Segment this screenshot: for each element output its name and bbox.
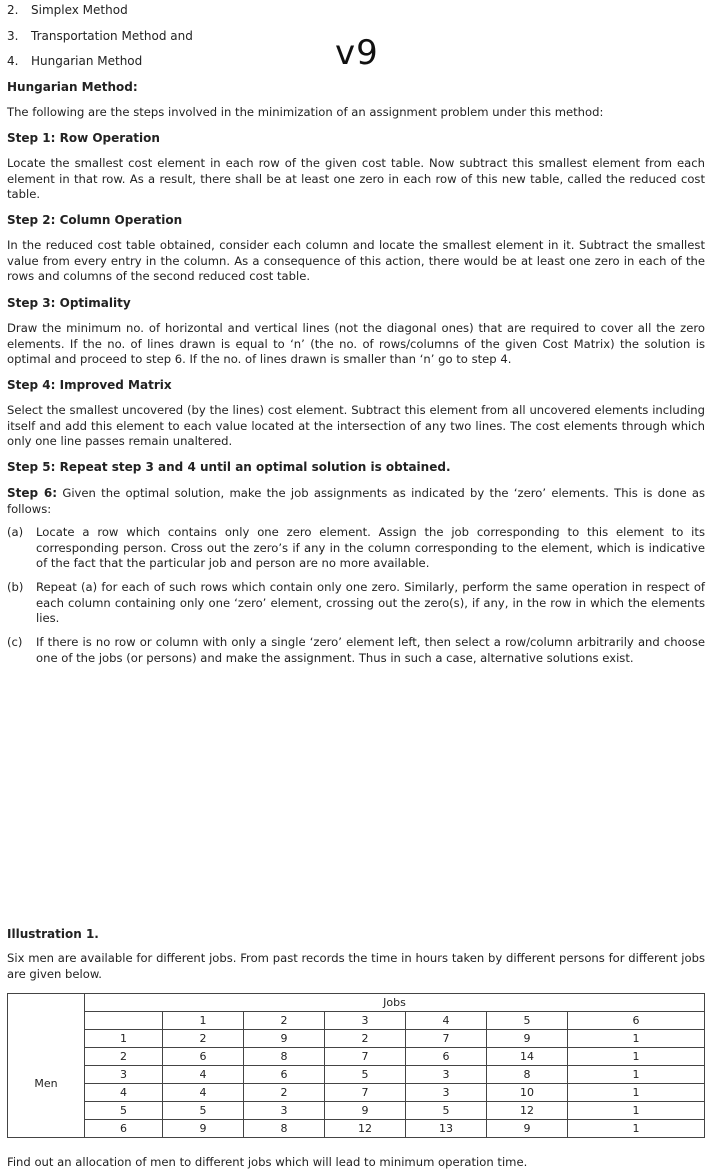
table-cell: 9 — [487, 1120, 568, 1138]
table-row — [8, 1048, 705, 1066]
list-item: 4. Hungarian Method — [7, 54, 143, 68]
step-3-title: Step 3: Optimality — [7, 296, 131, 310]
job-number: 2 — [244, 1012, 325, 1030]
list-item: 3. Transportation Method and — [7, 29, 193, 43]
table-cell: 9 — [244, 1030, 325, 1048]
table-cell: 3 — [406, 1066, 487, 1084]
table-cell: 9 — [325, 1102, 406, 1120]
table-row — [8, 1120, 705, 1138]
list-item: 2. Simplex Method — [7, 3, 128, 17]
sub-item-c: (c) If there is no row or column with only a single ‘zero’ element left, then select a row/column arbitrarily and choose one of the jobs (or persons) and make the assignment. Thus in such a case, alternative solutions exist. — [7, 635, 705, 665]
table-cell: 13 — [406, 1120, 487, 1138]
jobs-header: Jobs — [85, 994, 705, 1012]
step-1-title: Step 1: Row Operation — [7, 131, 160, 145]
table-row — [8, 1012, 705, 1030]
table-row — [8, 1066, 705, 1084]
step-2-text: In the reduced cost table obtained, consider each column and locate the smallest element in it. Subtract the smallest value from every entry in the column. As a consequence of this action, there would be at least one zero in each of the rows and columns of the second reduced cost table. — [7, 238, 705, 284]
table-cell: 1 — [568, 1102, 705, 1120]
table-cell: 8 — [244, 1048, 325, 1066]
closing-text: Find out an allocation of men to different jobs which will lead to minimum operation time. — [7, 1155, 528, 1169]
table-cell: 8 — [244, 1120, 325, 1138]
table-cell: 9 — [487, 1030, 568, 1048]
table-cell: 2 — [244, 1084, 325, 1102]
section-heading: Hungarian Method: — [7, 80, 138, 94]
job-number: 5 — [487, 1012, 568, 1030]
man-number: 6 — [85, 1120, 163, 1138]
man-number: 5 — [85, 1102, 163, 1120]
illustration-text: Six men are available for different jobs. From past records the time in hours taken by different persons for different jobs are given below. — [7, 951, 705, 981]
step-4-text: Select the smallest uncovered (by the lines) cost element. Subtract this element from all uncovered elements including itself and add this element to each value located at the intersection of any two lines. The cost elements through which only one line passes remain unaltered. — [7, 403, 705, 449]
table-cell: 8 — [487, 1066, 568, 1084]
table-cell: 7 — [325, 1084, 406, 1102]
table-cell: 3 — [406, 1084, 487, 1102]
intro-text: The following are the steps involved in the minimization of an assignment problem under this method: — [7, 105, 604, 119]
job-number: 4 — [406, 1012, 487, 1030]
table-cell: 7 — [406, 1030, 487, 1048]
cost-table — [7, 993, 705, 1138]
watermark-label: v9 — [335, 33, 379, 73]
table-cell: 6 — [163, 1048, 244, 1066]
table-cell: 10 — [487, 1084, 568, 1102]
step-4-title: Step 4: Improved Matrix — [7, 378, 172, 392]
table-cell: 1 — [568, 1048, 705, 1066]
step-1-text: Locate the smallest cost element in each row of the given cost table. Now subtract this smallest element from each element in that row. As a result, there shall be at least one zero in each row of this new table, called the reduced cost table. — [7, 156, 705, 202]
table-cell: 12 — [487, 1102, 568, 1120]
sub-item-a: (a) Locate a row which contains only one zero element. Assign the job corresponding to this element to its corresponding person. Cross out the zero’s if any in the column corresponding to the element, which is indicative of the fact that the particular job and person are no more available. — [7, 525, 705, 571]
table-row — [8, 1084, 705, 1102]
man-number: 4 — [85, 1084, 163, 1102]
man-number: 3 — [85, 1066, 163, 1084]
table-cell: 2 — [325, 1030, 406, 1048]
man-number: 2 — [85, 1048, 163, 1066]
man-number: 1 — [85, 1030, 163, 1048]
table-cell: 14 — [487, 1048, 568, 1066]
job-number: 6 — [568, 1012, 705, 1030]
illustration-title: Illustration 1. — [7, 927, 99, 941]
table-cell: 4 — [163, 1084, 244, 1102]
table-cell: 4 — [163, 1066, 244, 1084]
job-number: 3 — [325, 1012, 406, 1030]
job-number: 1 — [163, 1012, 244, 1030]
table-cell: 6 — [244, 1066, 325, 1084]
men-label: Men — [8, 1030, 85, 1138]
table-cell: 3 — [244, 1102, 325, 1120]
table-cell: 1 — [568, 1066, 705, 1084]
table-cell: 1 — [568, 1030, 705, 1048]
table-cell: 12 — [325, 1120, 406, 1138]
step-3-text: Draw the minimum no. of horizontal and vertical lines (not the diagonal ones) that are required to cover all the zero elements. If the no. of lines drawn is equal to ‘n’ (the no. of rows/columns of the given Cost Matrix) the solution is optimal and proceed to step 6. If the no. of lines drawn is smaller than ‘n’ go to step 4. — [7, 321, 705, 367]
table-cell: 1 — [568, 1120, 705, 1138]
table-cell: 1 — [568, 1084, 705, 1102]
table-cell: 5 — [325, 1066, 406, 1084]
table-cell: 5 — [163, 1102, 244, 1120]
table-cell: 6 — [406, 1048, 487, 1066]
table-row — [8, 1102, 705, 1120]
table-row — [8, 1030, 705, 1048]
step-6-text: Given the optimal solution, make the job assignments as indicated by the ‘zero’ elements. This is done as follows: — [7, 486, 706, 516]
sub-item-b: (b) Repeat (a) for each of such rows which contain only one zero. Similarly, perform the same operation in respect of each column containing only one ‘zero’ element, crossing out the zero(s), if any, in the row in which the elements lies. — [7, 580, 705, 626]
table-cell: 2 — [163, 1030, 244, 1048]
table-cell: 7 — [325, 1048, 406, 1066]
table-row — [8, 994, 705, 1012]
step-2-title: Step 2: Column Operation — [7, 213, 183, 227]
table-cell: 9 — [163, 1120, 244, 1138]
table-cell: 5 — [406, 1102, 487, 1120]
step-6-paragraph — [7, 486, 705, 517]
step-5-title: Step 5: Repeat step 3 and 4 until an optimal solution is obtained. — [7, 460, 451, 474]
step-6-title: Step 6: — [7, 486, 58, 500]
